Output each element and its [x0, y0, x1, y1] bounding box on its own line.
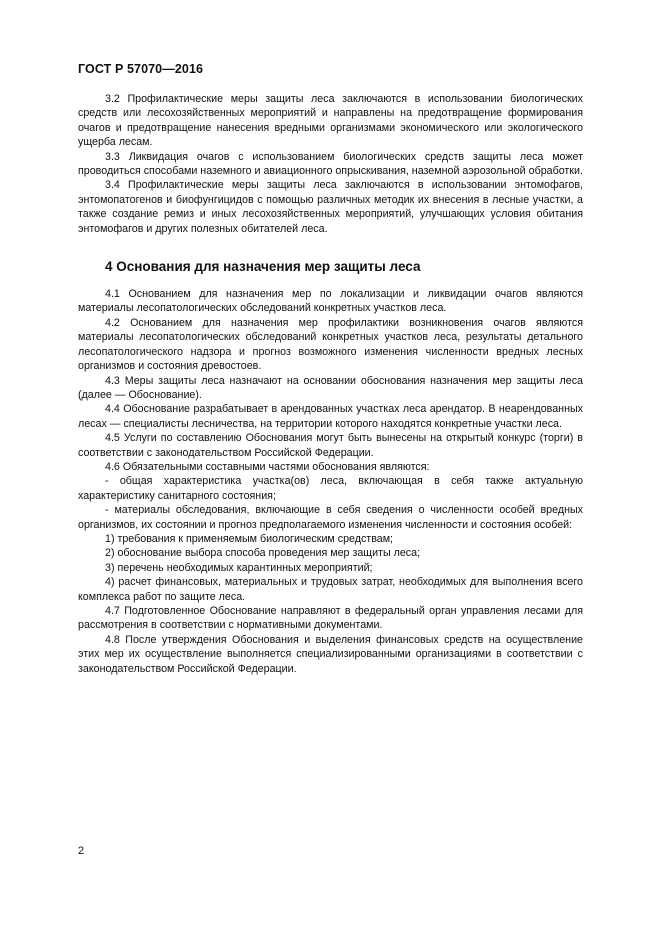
paragraph-4-6: 4.6 Обязательными составными частями обоснования являются:: [105, 460, 430, 473]
paragraph-4-4: 4.4 Обоснование разрабатывает в арендованных участках леса арендатор. В неарендованных лесах — специалисты лесничества, на территории которого находятся конкретные участки леса.: [78, 403, 583, 430]
page-number: 2: [78, 845, 85, 857]
section-4-heading: 4 Основания для назначения мер защиты леса: [105, 259, 421, 275]
paragraph-3-3: 3.3 Ликвидация очагов с использованием биологических средств защиты леса может проводиться способами наземного и авиационного опрыскивания, наземной аэрозольной обработки.: [78, 150, 583, 178]
document-code-header: ГОСТ Р 57070—2016: [78, 62, 204, 76]
paragraph-4-1: 4.1 Основанием для назначения мер по локализации и ликвидации очагов являются материалы лесопатологических обследований конкретных участков леса.: [78, 288, 583, 315]
numbered-list-item: 4) расчет финансовых, материальных и трудовых затрат, необходимых для выполнения всего комплекса работ по защите леса.: [78, 576, 583, 603]
paragraph-4-3: 4.3 Меры защиты леса назначают на основании обоснования назначения мер защиты леса (далее — Обоснование).: [78, 374, 583, 401]
paragraph-4-2: 4.2 Основанием для назначения мер профилактики возникновения очагов являются материалы лесопатологических обследований конкретных участков леса, результаты детального лесопатологического надзора и прогноз возможного изменения численности вредных лесных организмов и состояния древостоев.: [78, 316, 583, 373]
paragraph-3-2: 3.2 Профилактические меры защиты леса заключаются в использовании биологических средств или лесохозяйственных мероприятий и направлены на предотвращение формирования очагов и предотвращение нанесения вредными организмами экономического или экологического ущерба лесам.: [78, 93, 583, 149]
paragraph-4-5: 4.5 Услуги по составлению Обоснования могут быть вынесены на открытый конкурс (торги) в соответствии с законодательством Российской Федерации.: [78, 432, 583, 459]
numbered-list-item: 1) требования к применяемым биологическим средствам;: [105, 532, 394, 545]
paragraph-4-8: 4.8 После утверждения Обоснования и выделения финансовых средств на осуществление этих мер их осуществление выполняется специализированными организациями в соответствии с законодательством Российской Федерации.: [78, 633, 583, 675]
paragraph-3-4: 3.4 Профилактические меры защиты леса заключаются в использовании энтомофагов, энтомопатогенов и биофунгицидов с помощью различных методик их внесения в лесные участки, а также создание ремиз и иных лесохозяйственных мероприятий, улучшающих условия обитания энтомофагов и других полезных обитателей леса.: [78, 179, 583, 235]
dash-list-item: - материалы обследования, включающие в себя сведения о численности особей вредных организмов, их состоянии и прогноз предполагаемого изменения численности и состояния особей:: [78, 504, 583, 531]
document-body: [78, 92, 583, 676]
dash-list-item: - общая характеристика участка(ов) леса, включающая в себя также актуальную характеристику санитарного состояния;: [78, 475, 583, 502]
numbered-list-item: 3) перечень необходимых карантинных мероприятий;: [105, 561, 373, 574]
paragraph-4-7: 4.7 Подготовленное Обоснование направляют в федеральный орган управления лесами для рассмотрения в соответствии с нормативными документами.: [78, 605, 583, 632]
numbered-list-item: 2) обоснование выбора способа проведения мер защиты леса;: [105, 547, 421, 560]
